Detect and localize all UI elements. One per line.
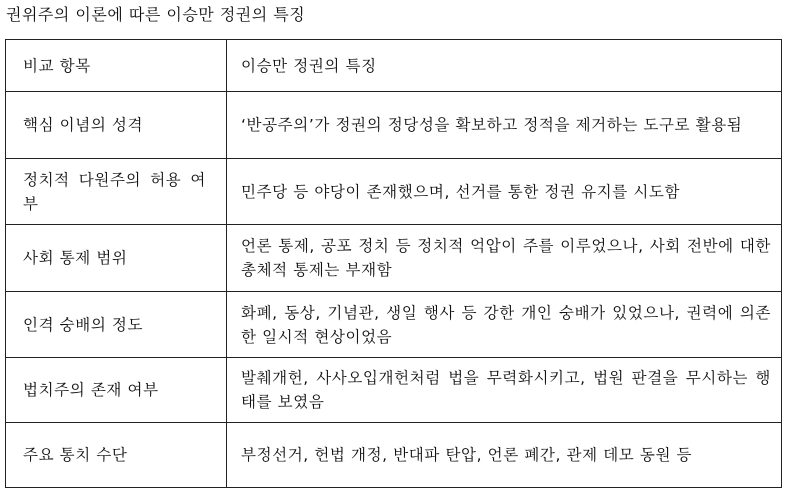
row-feature-text: 화폐, 동상, 기념관, 생일 행사 등 강한 개인 숭배가 있었으나, 권력에 의존한 일시적 현상이었음 — [227, 292, 782, 358]
table-row — [6, 159, 782, 225]
row-item-label: 정치적 다원주의 허용 여부 — [6, 159, 227, 225]
comparison-table — [5, 39, 782, 488]
table-row — [6, 225, 782, 292]
row-item-label: 주요 통치 수단 — [6, 423, 227, 488]
row-feature-text: 언론 통제, 공포 정치 등 정치적 억압이 주를 이루었으나, 사회 전반에 대한 총체적 통제는 부재함 — [227, 225, 782, 292]
row-feature-text: 부정선거, 헌법 개정, 반대파 탄압, 언론 폐간, 관제 데모 동원 등 — [227, 423, 782, 488]
row-feature-text: ‘반공주의’가 정권의 정당성을 확보하고 정적을 제거하는 도구로 활용됨 — [227, 92, 782, 159]
row-item-label: 법치주의 존재 여부 — [6, 358, 227, 423]
table-header-row — [6, 40, 782, 92]
header-comparison-item: 비교 항목 — [6, 40, 227, 92]
page-title: 권위주의 이론에 따른 이승만 정권의 특징 — [6, 5, 306, 24]
table-row — [6, 423, 782, 488]
table-row — [6, 358, 782, 423]
row-item-label: 핵심 이념의 성격 — [6, 92, 227, 159]
row-feature-text: 민주당 등 야당이 존재했으며, 선거를 통한 정권 유지를 시도함 — [227, 159, 782, 225]
row-item-label: 인격 숭배의 정도 — [6, 292, 227, 358]
row-item-label: 사회 통제 범위 — [6, 225, 227, 292]
table-row — [6, 292, 782, 358]
row-feature-text: 발췌개헌, 사사오입개헌처럼 법을 무력화시키고, 법원 판결을 무시하는 행태를 보였음 — [227, 358, 782, 423]
header-regime-features: 이승만 정권의 특징 — [227, 40, 782, 92]
table-row — [6, 92, 782, 159]
